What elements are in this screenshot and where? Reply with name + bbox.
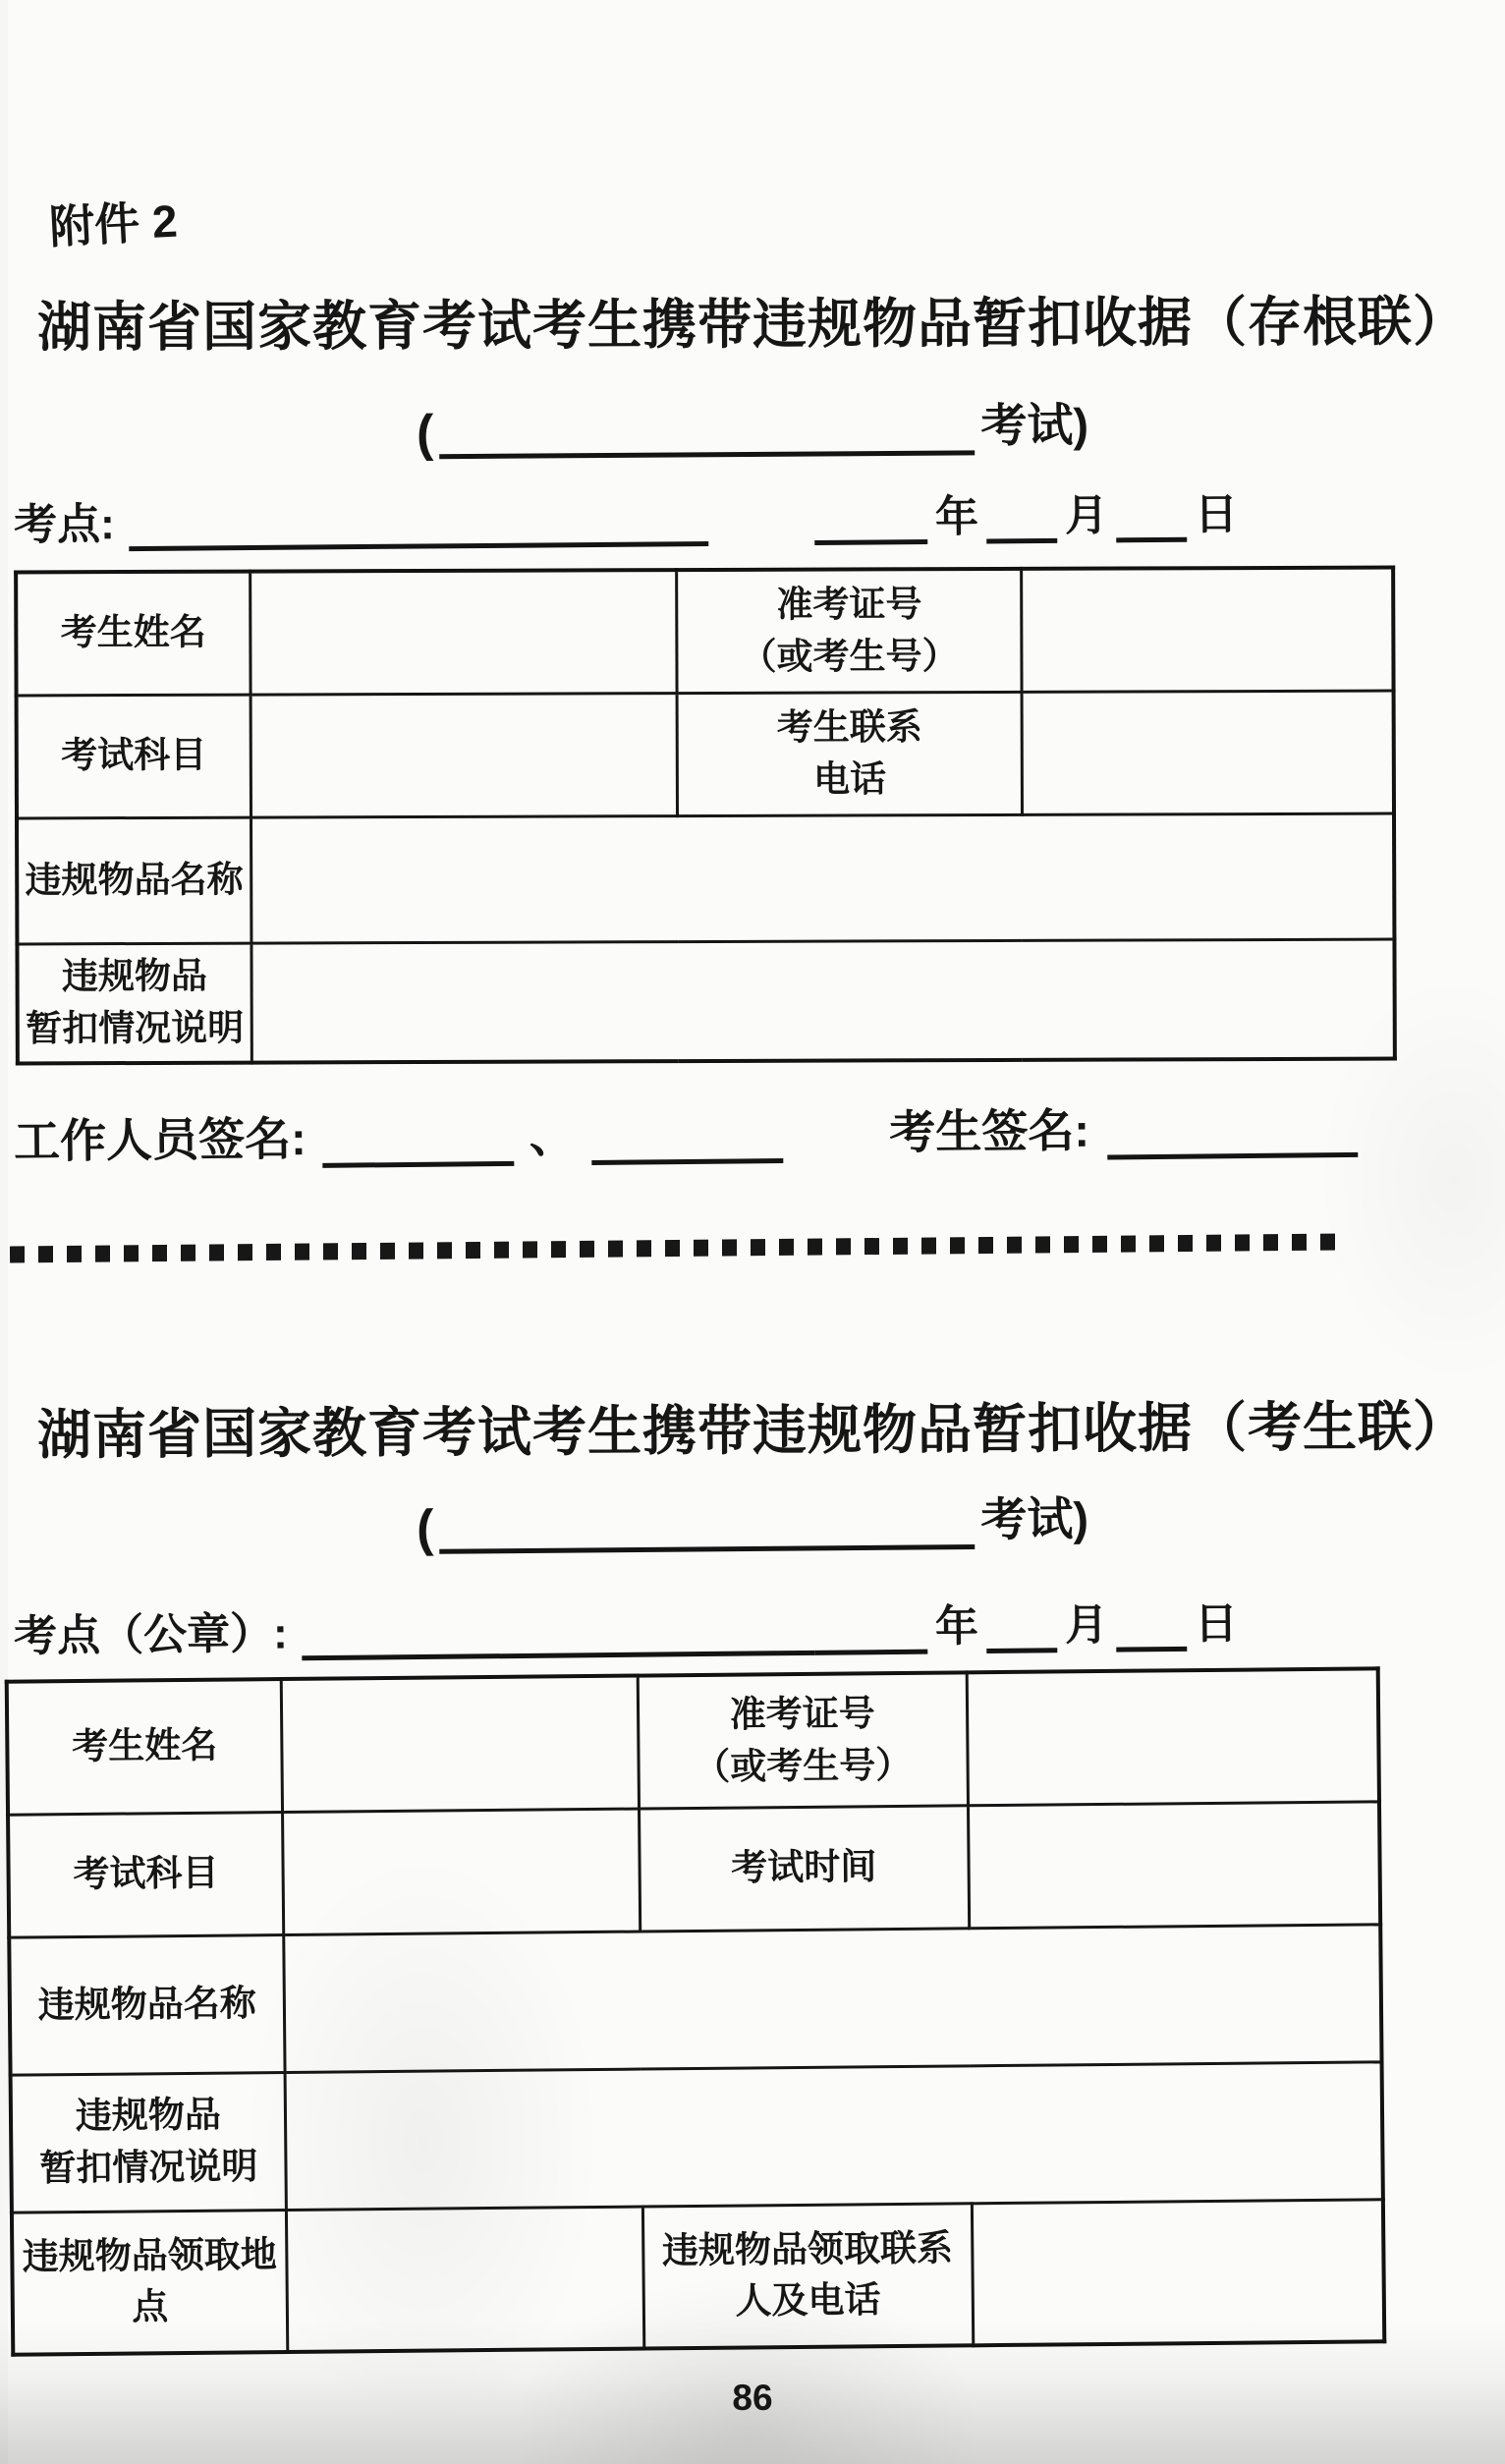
stub-year-blank [814,496,927,545]
stub-item-name-cell [251,813,1394,943]
candidate-exam-close: 考试) [980,1492,1089,1545]
cand-pickup-contact-line2: 人及电话 [735,2279,881,2322]
cand-admission-no-line2: （或考生号） [694,1744,913,1787]
cand-exam-subject-cell [282,1809,640,1934]
candidate-exam-line [0,1479,1505,1557]
cand-candidate-name-label: 考生姓名 [7,1679,282,1815]
stub-exam-close: 考试) [980,398,1089,452]
stub-admission-no-line1: 准考证号 [776,584,922,625]
cand-pickup-contact-label [642,2203,973,2348]
stub-admission-no-cell [1022,568,1394,692]
table-row [17,691,1394,818]
stub-exam-name-blank [439,399,975,459]
cand-admission-no-label [638,1672,968,1808]
stub-signature-line [14,1092,1359,1171]
stub-detain-cell [251,939,1395,1063]
stub-detain-label [17,943,251,1064]
stub-item-name-label: 违规物品名称 [17,817,251,944]
cand-detain-label [11,2072,287,2212]
staff-sign-blank-2 [590,1113,783,1165]
sign-separator: 、 [529,1109,576,1162]
candidate-month-char: 月 [1064,1600,1109,1651]
stub-contact-label [678,692,1023,815]
candidate-day-char: 日 [1194,1599,1239,1649]
staff-sign-label: 工作人员签名: [13,1112,307,1168]
cand-item-name-label: 违规物品名称 [9,1934,285,2075]
candidate-exam-name-blank [439,1493,975,1554]
cand-exam-time-label: 考试时间 [639,1805,969,1931]
candidate-site-blank [302,1607,815,1660]
cand-pickup-contact-cell [972,2199,1384,2345]
stub-table [14,566,1397,1066]
candidate-sign-blank [1107,1107,1359,1160]
stub-site-blank [129,498,708,551]
table-row [17,939,1394,1064]
stub-day-char: 日 [1194,490,1239,539]
stub-exam-paren-open: ( [416,405,434,463]
stub-contact-line2: 电话 [812,757,887,800]
stub-exam-subject-cell [251,693,678,817]
candidate-date-group [814,1588,1239,1655]
stub-site-label: 考点: [13,500,115,550]
table-row [7,1668,1379,1814]
candidate-year-char: 年 [934,1602,979,1652]
stub-detain-line1: 违规物品 [61,955,208,997]
candidate-site-line [14,1587,1396,1664]
candidate-year-blank [814,1606,928,1655]
cand-pickup-contact-line1: 违规物品领取联系 [661,2227,954,2271]
stub-month-blank [986,495,1057,544]
stub-contact-line1: 考生联系 [776,706,922,748]
cand-candidate-name-cell [281,1676,639,1812]
table-row [11,2061,1383,2212]
table-row [9,1924,1381,2074]
cand-detain-line2: 暂扣情况说明 [39,2146,258,2189]
stub-admission-no-line2: （或考生号） [740,635,959,677]
cand-exam-subject-label: 考试科目 [8,1812,283,1937]
staff-sign-blank-1 [321,1116,514,1168]
cand-item-name-cell [283,1924,1381,2072]
stub-month-char: 月 [1064,491,1109,540]
cand-pickup-place-cell [286,2207,643,2352]
table-row [17,813,1394,944]
stub-exam-line [0,386,1505,463]
stub-admission-no-label [677,569,1022,693]
table-row [12,2199,1384,2354]
cand-detain-line1: 违规物品 [75,2095,222,2137]
candidate-day-blank [1116,1603,1188,1652]
candidate-table [5,1666,1387,2356]
candidate-sign-group [889,1092,1358,1162]
candidate-exam-paren-open: ( [416,1499,434,1557]
stub-contact-cell [1022,691,1394,814]
stub-exam-subject-label: 考试科目 [17,695,251,818]
stub-candidate-name-label: 考生姓名 [16,572,251,696]
cand-admission-no-cell [967,1668,1379,1805]
cand-detain-cell [285,2061,1383,2210]
cand-admission-no-line1: 准考证号 [729,1693,875,1735]
attachment-label: 附件 2 [47,195,179,253]
candidate-sign-label: 考生签名: [889,1103,1090,1158]
stub-detain-line2: 暂扣情况说明 [26,1007,245,1049]
candidate-month-blank [986,1604,1058,1653]
stub-date-group [814,478,1239,545]
candidate-site-label: 考点（公章）: [13,1609,288,1661]
cand-exam-time-cell [968,1801,1380,1928]
candidate-title: 湖南省国家教育考试考生携带违规物品暂扣收据（考生联） [36,1395,1469,1466]
page-number: 86 [732,2378,773,2418]
stub-candidate-name-cell [250,570,677,695]
stub-year-char: 年 [934,492,979,541]
table-row [16,568,1393,696]
table-row [8,1801,1380,1936]
dashed-cut-line [10,1233,1342,1262]
cand-pickup-place-label: 违规物品领取地点 [12,2210,288,2355]
stub-day-blank [1116,494,1187,543]
stub-title: 湖南省国家教育考试考生携带违规物品暂扣收据（存根联） [36,290,1469,359]
stub-site-line [14,477,1396,552]
